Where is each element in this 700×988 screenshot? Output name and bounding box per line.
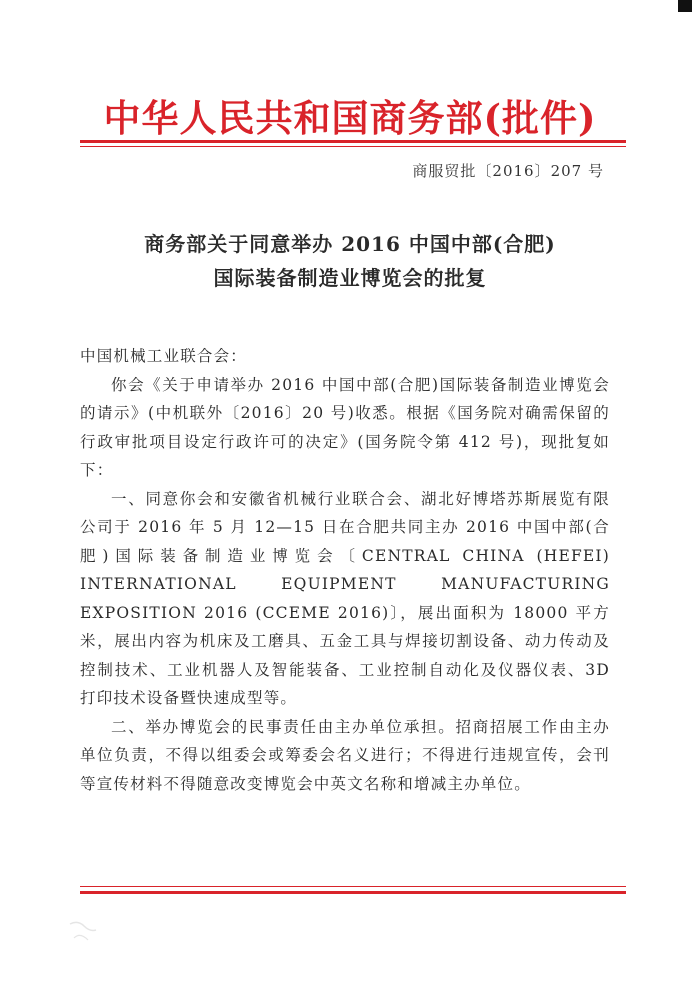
body-paragraph-3: 二、举办博览会的民事责任由主办单位承担。招商招展工作由主办单位负责，不得以组委会或筹委会名义进行；不得进行违规宣传，会刊等宣传材料不得随意改变博览会中英文名称和增减主办单位。 (80, 717, 610, 793)
masthead-title: 中华人民共和国商务部(批件) (103, 96, 597, 140)
document-body (80, 342, 610, 798)
document-title-line-1: 商务部关于同意举办 2016 中国中部(合肥) (144, 232, 556, 256)
masthead-rule-thin (80, 146, 626, 147)
footer-rule-thin (80, 886, 626, 887)
document-number: 商服贸批〔2016〕207 号 (412, 162, 604, 180)
body-paragraph-1: 你会《关于申请举办 2016 中国中部(合肥)国际装备制造业博览会的请示》(中机联外〔2016〕20 号)收悉。根据《国务院对确需保留的行政审批项目设定行政许可的决定》(国务院令第 412 号)，现批复如下： (80, 375, 610, 479)
masthead-rule-thick (80, 140, 626, 143)
body-paragraph-2: 一、同意你会和安徽省机械行业联合会、湖北好博塔苏斯展览有限公司于 2016 年 5 月 12—15 日在合肥共同主办 2016 中国中部(合肥)国际装备制造业博览会〔CENTRAL CHINA (HEFEI) INTERNATIONAL EQUIPMENT MANUFACTURING EXPOSITION 2016 (CCEME 2016)〕，展出面积为 18000 平方米，展出内容为机床及工磨具、五金工具与焊接切割设备、动力传动及控制技术、工业机器人及智能装备、工业控制自动化及仪器仪表、3D 打印技术设备暨快速成型等。 (80, 489, 610, 707)
faint-scan-mark (68, 918, 98, 944)
footer-rule-thick (80, 891, 626, 894)
salutation: 中国机械工业联合会： (80, 347, 248, 365)
scan-edge-mark (678, 0, 692, 12)
document-title-line-2: 国际装备制造业博览会的批复 (213, 266, 487, 290)
